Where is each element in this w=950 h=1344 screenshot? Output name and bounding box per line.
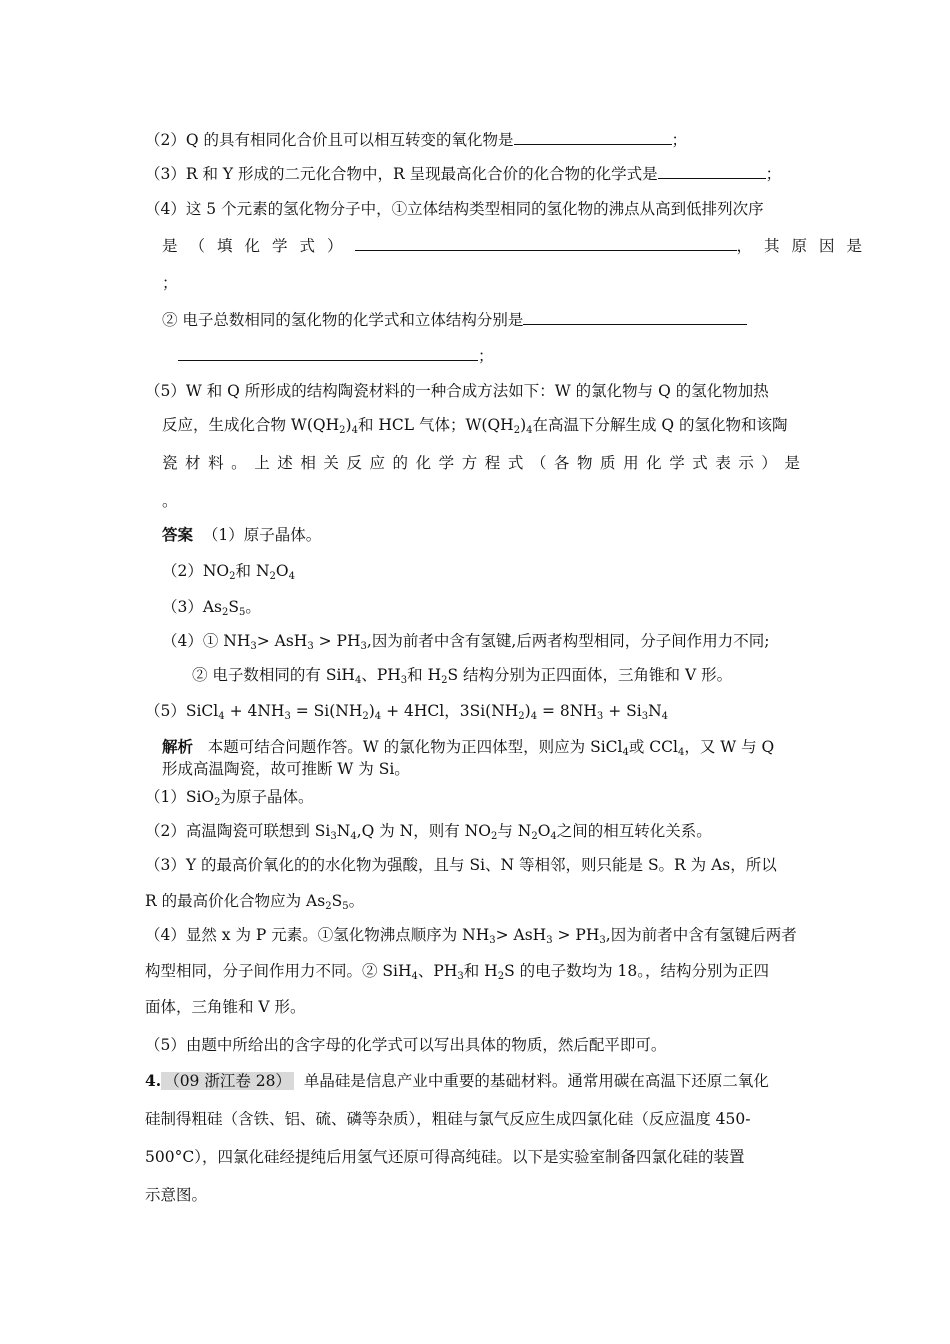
answer-4-part-2: ② 电子数相同的有 SiH$_4$、$PH_3$和 $H_2S$ 结构分别为正四面体，三角锥和 V 形。 (192, 666, 733, 686)
analysis-line-4: （2）高温陶瓷可联想到 $Si_3N_4,Q$ 为 N，则有 $NO_2$与 $N_2O_4$之间的相互转化关系。 (145, 822, 712, 842)
question-4-line-1: （4）这 5 个元素的氢化物分子中，①立体结构类型相同的氢化物的沸点从高到低排列次序 (145, 200, 764, 218)
analysis-line-9: 面体，三角锥和 V 形。 (145, 998, 306, 1016)
problem-4-line-4: 示意图。 (145, 1186, 208, 1204)
answer-5: （5）SiCl$_4$ + $4NH_3 = Si(NH_2)_4 + 4HCl$，$3Si(NH_2)_4 = 8NH_3 + Si_3N_4$ (145, 702, 668, 722)
question-4-line-2: 是（填化学式） ，其原因是 (162, 234, 807, 257)
analysis-line-3: （1）SiO$_2$为原子晶体。 (145, 788, 314, 808)
answer-blank (658, 162, 766, 179)
answer-4-part-1: （4）① $NH_3> AsH_3 > PH_3$,因为前者中含有氢键,后两者构型相同，分子间作用力不同; (162, 632, 770, 652)
source-tag: （09 浙江卷 28） (161, 1072, 294, 1090)
question-5-line-1: （5）W 和 Q 所形成的结构陶瓷材料的一种合成方法如下：W 的氯化物与 Q 的氢化物加热 (145, 382, 769, 400)
analysis-line-8: 构型相同，分子间作用力不同。② SiH$_4$、$PH_3$和 $H_2S$ 的电子数均为 18。，结构分别为正四 (145, 962, 770, 982)
analysis-label: 解析 (162, 737, 194, 756)
answer-blank (514, 128, 672, 145)
question-4-part-2-continued: ； (178, 344, 843, 367)
analysis-line-10: （5）由题中所给出的含字母的化学式可以写出具体的物质，然后配平即可。 (145, 1036, 667, 1054)
question-2-line: （2）Q 的具有相同化合价且可以相互转变的氧化物是 ； (145, 128, 810, 151)
question-4-line-3: ； (162, 274, 178, 292)
answer-blank (523, 308, 747, 325)
problem-4-line-1: 4. （09 浙江卷 28） 单晶硅是信息产业中重要的基础材料。通常用碳在高温下还原二氧化 (145, 1071, 769, 1090)
question-5-line-3: 瓷材料。上述相关反应的化学方程式（各物质用化学式表示）是 (162, 454, 807, 472)
answer-blank (178, 344, 478, 361)
analysis-line-2: 形成高温陶瓷，故可推断 W 为 Si。 (162, 760, 410, 778)
problem-number: 4. (145, 1071, 162, 1090)
analysis-line-6: R 的最高价化合物应为 $As_2S_5$。 (145, 892, 365, 912)
analysis-line-5: （3）Y 的最高价氧化的的水化物为强酸，且与 Si、N 等相邻，则只能是 S。R 为 As，所以 (145, 856, 777, 874)
question-4-part-2: ② 电子总数相同的氢化物的化学式和立体结构分别是 (162, 308, 807, 331)
answer-3: $(3)As_2S_5$。 (162, 598, 261, 618)
answer-label: 答案 (162, 525, 194, 544)
answer-heading: 答案 （1）原子晶体。 (162, 525, 322, 544)
analysis-line-7: （4）显然 x 为 P 元素。①氢化物沸点顺序为 $NH_3> AsH_3 > PH_3$,因为前者中含有氢键后两者 (145, 926, 797, 946)
question-5-line-4: 。 (162, 492, 178, 510)
answer-blank (355, 234, 737, 251)
analysis-line-1: 解析 本题可结合问题作答。W 的氯化物为正四体型，则应为 SiCl$_4$或 CCl$_4$，又 W 与 Q (162, 737, 775, 758)
question-3-line: （3）R 和 Y 形成的二元化合物中，R 呈现最高化合价的化合物的化学式是 ； (145, 162, 810, 185)
problem-4-line-2: 硅制得粗硅（含铁、铝、硫、磷等杂质），粗硅与氯气反应生成四氯化硅（反应温度 450- (145, 1110, 751, 1128)
problem-4-line-3: 500°C），四氯化硅经提纯后用氢气还原可得高纯硅。以下是实验室制备四氯化硅的装置 (145, 1148, 745, 1166)
answer-2: $(2)NO_2$和 $N_2O_4$ (162, 562, 295, 582)
question-5-line-2: 反应，生成化合物 $W(QH_2)_4$和 HCL 气体；$W(QH_2)_4$在高温下分解生成 Q 的氢化物和该陶 (162, 416, 788, 436)
